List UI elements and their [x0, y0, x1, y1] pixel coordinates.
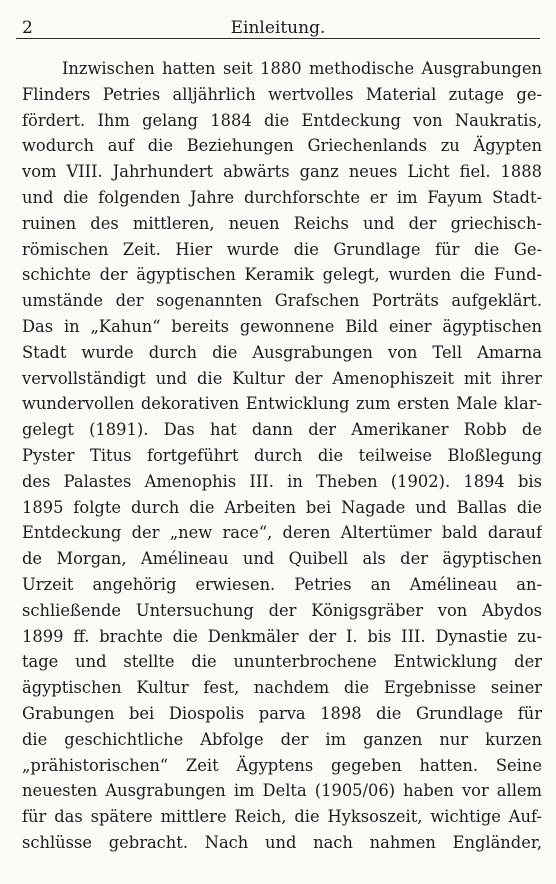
- text-line: wundervollen dekorativen Entwicklung zum ersten Male klar-: [22, 394, 542, 414]
- text-line: Pyster Titus fortgeführt durch die teilweise Bloßlegung: [22, 445, 542, 465]
- text-line: und die folgenden Jahre durchforschte er im Fayum Stadt-: [22, 187, 542, 207]
- text-line: schlüsse gebracht. Nach und nach nahmen Engländer,: [22, 832, 542, 852]
- text-line: de Morgan, Amélineau und Quibell als der ägyptischen: [22, 549, 542, 569]
- page-number: 2: [22, 18, 34, 38]
- text-line: Urzeit angehörig erwiesen. Petries an Amélineau an-: [22, 574, 542, 594]
- text-line: römischen Zeit. Hier wurde die Grundlage für die Ge-: [22, 239, 542, 259]
- text-line: gelegt (1891). Das hat dann der Amerikaner Robb de: [22, 420, 542, 440]
- text-line: 1895 folgte durch die Arbeiten bei Nagade und Ballas die: [22, 497, 542, 517]
- text-line: für das spätere mittlere Reich, die Hyksoszeit, wichtige Auf-: [22, 807, 542, 827]
- text-line: schließende Untersuchung der Königsgräber von Abydos: [22, 600, 542, 620]
- text-line: Entdeckung der „new race“, deren Altertümer bald darauf: [22, 523, 542, 543]
- text-line: des Palastes Amenophis III. in Theben (1902). 1894 bis: [22, 471, 542, 491]
- text-line: Stadt wurde durch die Ausgrabungen von Tell Amarna: [22, 342, 542, 362]
- text-line: vervollständigt und die Kultur der Amenophiszeit mit ihrer: [22, 368, 542, 388]
- text-line: ruinen des mittleren, neuen Reichs und der griechisch-: [22, 213, 542, 233]
- header-rule: [16, 38, 540, 39]
- text-line: ägyptischen Kultur fest, nachdem die Ergebnisse seiner: [22, 678, 542, 698]
- text-line: Grabungen bei Diospolis parva 1898 die Grundlage für: [22, 703, 542, 723]
- text-line: umstände der sogenannten Grafschen Porträts aufgeklärt.: [22, 291, 542, 311]
- page-header: [16, 14, 540, 40]
- body-text: [22, 56, 542, 856]
- text-line: tage und stellte die ununterbrochene Entwicklung der: [22, 652, 542, 672]
- text-line: „prähistorischen“ Zeit Ägyptens gegeben hatten. Seine: [22, 755, 542, 775]
- text-line: vom VIII. Jahrhundert abwärts ganz neues Licht fiel. 1888: [22, 162, 542, 182]
- text-line: die geschichtliche Abfolge der im ganzen nur kurzen: [22, 729, 542, 749]
- text-line: wodurch auf die Beziehungen Griechenlands zu Ägypten: [22, 136, 542, 156]
- text-line: schichte der ägyptischen Keramik gelegt, wurden die Fund-: [22, 265, 542, 285]
- text-line: Inzwischen hatten seit 1880 methodische Ausgrabungen: [62, 59, 542, 78]
- text-line: fördert. Ihm gelang 1884 die Entdeckung von Naukratis,: [22, 110, 542, 130]
- text-line: Das in „Kahun“ bereits gewonnene Bild einer ägyptischen: [22, 316, 542, 336]
- text-line: neuesten Ausgrabungen im Delta (1905/06) haben vor allem: [22, 781, 542, 801]
- text-line: Flinders Petries alljährlich wertvolles Material zutage ge-: [22, 84, 542, 104]
- text-line: 1899 ff. brachte die Denkmäler der I. bis III. Dynastie zu-: [22, 626, 542, 646]
- running-head: Einleitung.: [230, 18, 326, 38]
